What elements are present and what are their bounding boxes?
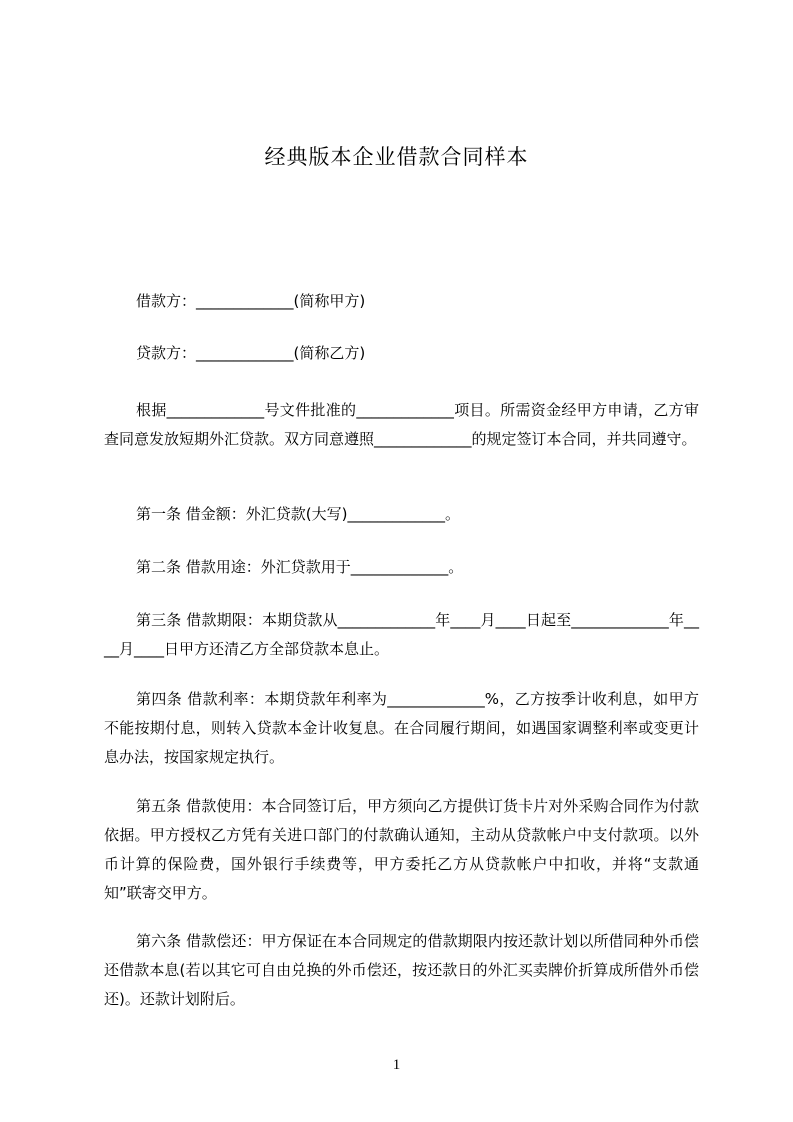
document-title: 经典版本企业借款合同样本 bbox=[264, 145, 529, 169]
page-number: 1 bbox=[392, 1057, 401, 1073]
article-1: 第一条 借金额：外汇贷款(大写)_____________。 bbox=[136, 505, 460, 523]
lender-line: 贷款方：_____________(简称乙方) bbox=[136, 344, 366, 362]
borrower-line: 借款方：_____________(简称甲方) bbox=[136, 292, 366, 310]
article-2: 第二条 借款用途：外汇贷款用于_____________。 bbox=[136, 558, 464, 576]
article-5: 第五条 借款使用：本合同签订后，甲方须向乙方提供订货卡片对外采购合同作为付款依据。甲方授权乙方凭有关进口部门的付款确认通知，主动从贷款帐户中支付款项。以外币计算的保险费，国外银行手续费等，甲方委托乙方从贷款帐户中扣收，并将“支款通知”联寄交甲方。 bbox=[104, 797, 699, 902]
preamble-paragraph: 根据_____________号文件批准的_____________项目。所需资金经甲方申请，乙方审查同意发放短期外汇贷款。双方同意遵照_____________的规定签订本合同，并共同遵守。 bbox=[104, 401, 699, 448]
article-3: 第三条 借款期限：本期贷款从_____________年____月____日起至_____________年____月____日甲方还清乙方全部贷款本息止。 bbox=[104, 611, 699, 658]
article-6: 第六条 借款偿还：甲方保证在本合同规定的借款期限内按还款计划以所借同种外币偿还借款本息(若以其它可自由兑换的外币偿还，按还款日的外汇买卖牌价折算成所借外币偿还)。还款计划附后。 bbox=[104, 932, 699, 1008]
article-4: 第四条 借款利率：本期贷款年利率为_____________%，乙方按季计收利息，如甲方不能按期付息，则转入贷款本金计收复息。在合同履行期间，如遇国家调整利率或变更计息办法，按国家规定执行。 bbox=[104, 690, 699, 766]
